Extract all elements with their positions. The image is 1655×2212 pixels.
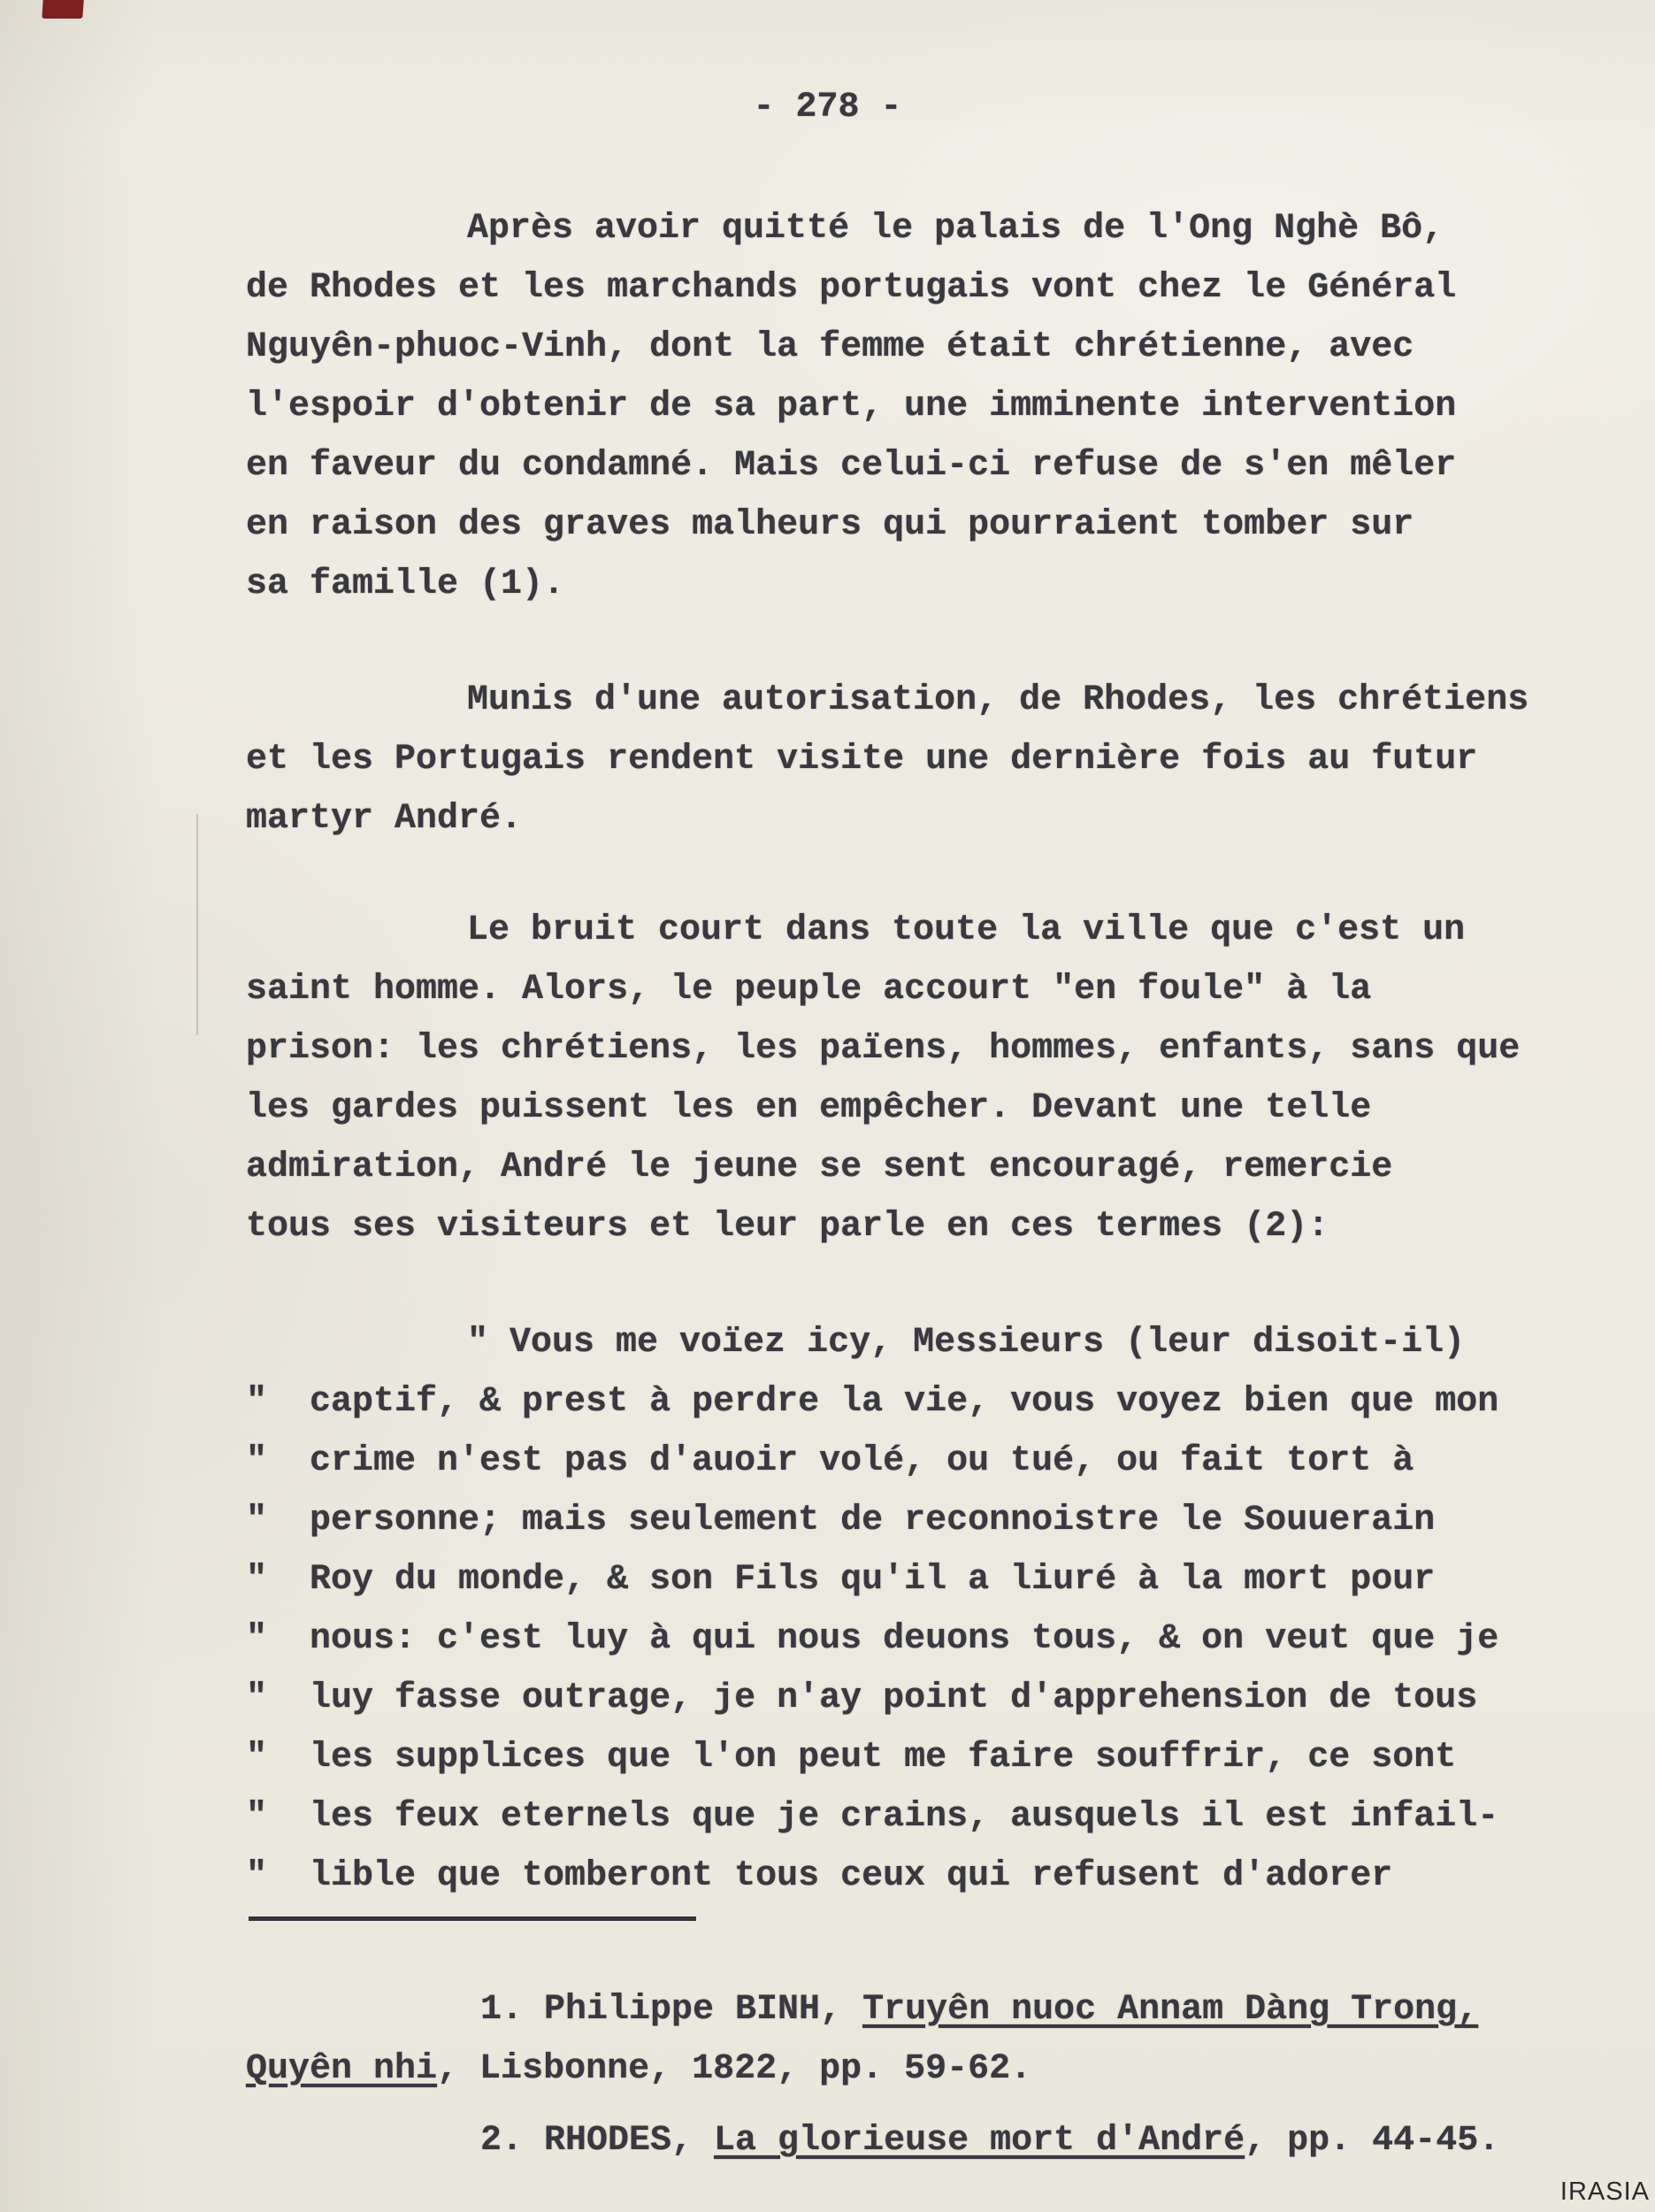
footnote-text: 1. Philippe BINH, [480, 1990, 863, 2030]
quote-line: " nous: c'est luy à qui nous deuons tous, & on veut que je [246, 1619, 1499, 1659]
red-corner-mark [42, 0, 83, 19]
text-line: martyr André. [246, 799, 523, 839]
quote-line: " crime n'est pas d'auoir volé, ou tué, ou fait tort à [246, 1441, 1414, 1481]
text-line: en raison des graves malheurs qui pourraient tomber sur [246, 505, 1414, 545]
quote-line: " luy fasse outrage, je n'ay point d'apprehension de tous [246, 1678, 1478, 1718]
text-line: Nguyên-phuoc-Vinh, dont la femme était chrétienne, avec [246, 327, 1414, 367]
footnote-text: , Lisbonne, 1822, pp. 59-62. [437, 2049, 1032, 2089]
text-line: en faveur du condamné. Mais celui-ci refuse de s'en mêler [246, 446, 1457, 486]
watermark: IRASIA [1559, 2177, 1650, 2206]
footnote-separator [249, 1916, 696, 1921]
scan-crease-artifact [196, 814, 198, 1035]
quotation-block [246, 1313, 1584, 1906]
quote-line: " Roy du monde, & son Fils qu'il a liuré à la mort pour [246, 1560, 1436, 1600]
quote-line: " personne; mais seulement de reconnoistre le Souuerain [246, 1501, 1436, 1540]
footnote-1-line-2 [246, 2039, 1584, 2099]
footnote-title: Truyên nuoc Annam Dàng Trong, [862, 1990, 1479, 2030]
quote-line: " Vous me voïez icy, Messieurs (leur disoit-il) [467, 1323, 1466, 1363]
text-line: admiration, André le jeune se sent encouragé, remercie [246, 1148, 1393, 1187]
footnote-2-line [246, 2111, 1584, 2170]
text-line: et les Portugais rendent visite une dernière fois au futur [246, 740, 1478, 780]
text-line: Après avoir quitté le palais de l'Ong Nghè Bô, [467, 209, 1444, 249]
footnotes [246, 1980, 1584, 2170]
text-line: les gardes puissent les en empêcher. Devant une telle [246, 1088, 1372, 1128]
footnote-title: La glorieuse mort d'André [714, 2121, 1245, 2161]
quote-line: " les supplices que l'on peut me faire souffrir, ce sont [246, 1738, 1457, 1778]
footnote-1-line-1 [246, 1980, 1584, 2039]
text-line: Le bruit court dans toute la ville que c'est un [467, 910, 1466, 950]
text-line: tous ses visiteurs et leur parle en ces termes (2): [246, 1207, 1329, 1247]
text-line: saint homme. Alors, le peuple accourt "en foule" à la [246, 970, 1372, 1010]
text-line: l'espoir d'obtenir de sa part, une imminente intervention [246, 387, 1457, 426]
paragraph-3 [246, 901, 1584, 1256]
quote-line: " les feux eternels que je crains, ausquels il est infail- [246, 1797, 1499, 1837]
footnote-text: , pp. 44-45. [1245, 2121, 1500, 2161]
quote-line: " lible que tomberont tous ceux qui refusent d'adorer [246, 1856, 1393, 1896]
text-line: de Rhodes et les marchands portugais vont chez le Général [246, 268, 1457, 308]
paragraph-1 [246, 199, 1584, 614]
text-line: Munis d'une autorisation, de Rhodes, les chrétiens [467, 680, 1529, 720]
page-number: - 278 - [753, 88, 902, 127]
text-line: sa famille (1). [246, 565, 565, 604]
footnote-text: 2. RHODES, [480, 2121, 715, 2161]
footnote-title: Quyên nhi [246, 2049, 438, 2089]
paragraph-2 [246, 671, 1584, 849]
quote-line: " captif, & prest à perdre la vie, vous voyez bien que mon [246, 1382, 1499, 1422]
text-line: prison: les chrétiens, les païens, hommes, enfants, sans que [246, 1029, 1521, 1069]
